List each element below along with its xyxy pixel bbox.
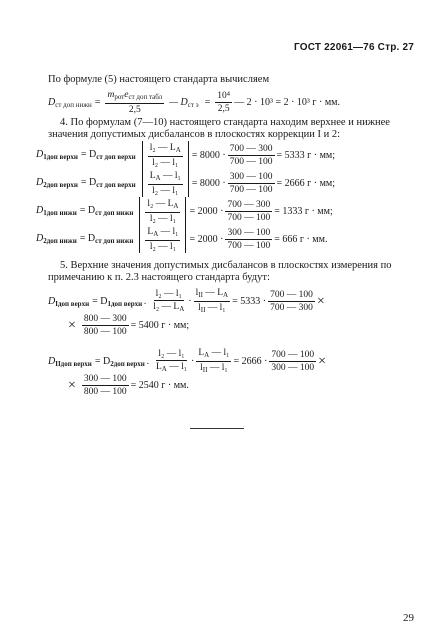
paragraph-4-line-1: 4. По формулам (7—10) настоящего стандарта находим верхнее и нижнее — [60, 117, 390, 128]
page-header: ГОСТ 22061—76 Стр. 27 — [294, 42, 414, 53]
equation-row-2: $D_{2доп верхн}$ = $D_{ст доп верхн}$ $\frac{L_A — l_1}{\text{l₂ — l₁}}$ = 8000 · $\frac{300 — 100}{700 — 100}$ = 2666 г · мм; — [36, 170, 336, 196]
equation-1: $D_{ст доп нижн}$ = $\frac{m_{рот}e_{ст доп табл}}{2,5}$ — $D_{ст э}$ = $\frac{\text{10⁴}}{2,5}$ — 2 · 10³ = 2 · 10³ г · мм. — [48, 90, 340, 115]
eq1-lhs: $D_{ст доп нижн}$ — [48, 96, 92, 109]
equation-row-3: $D_{1доп нижн}$ = $D_{ст доп нижн}$ $\frac{l_2 — L_A}{\text{l₂ — l₁}}$ = 2000 · $\frac{700 — 300}{700 — 100}$ = 1333 г · мм; — [36, 198, 333, 224]
paragraph-5-line-1: 5. Верхние значения допустимых дисбалансов в плоскостях измерения по — [60, 260, 392, 271]
intro-text: По формуле (5) настоящего стандарта вычисляем — [48, 74, 270, 85]
section-divider — [190, 428, 244, 429]
equation-row-1: $D_{1доп верхн}$ = $D_{ст доп верхн}$ $\frac{l_2 — L_A}{\text{l₂ — l₁}}$ = 8000 · $\frac{700 — 300}{700 — 100}$ = 5333 г · мм; — [36, 142, 336, 168]
paragraph-5-line-2: примечанию к п. 2.3 настоящего стандарта будут: — [48, 272, 270, 283]
paragraph-4-line-2: значения допустимых дисбалансов в плоскостях коррекции I и 2: — [48, 129, 341, 140]
page-number: 29 — [403, 612, 414, 624]
equation-4: $D_{IIдоп верхн}$ = $D_{2доп верхн \cdot}$ $\frac{\text{l₂ — l₁}}{L_A — l_1}$ · $\frac{L_A — l_1}{l_{II} — l_1}$ = 2666 · $\frac{700 — 100}{300 — 100}$ × — [48, 348, 327, 374]
eq1-fraction-b: $\frac{\text{10⁴}}{2,5}$ — [217, 91, 231, 114]
equation-4-continued: × $\frac{300 — 100}{800 — 100}$ = 2540 г · мм. — [68, 374, 189, 397]
equation-3-continued: × $\frac{800 — 300}{800 — 100}$ = 5400 г · мм; — [68, 314, 190, 337]
eq1-fraction-a: $\frac{m_{рот}e_{ст доп табл}}{2,5}$ — [107, 90, 163, 115]
equation-row-4: $D_{2доп нижн}$ = $D_{ст доп нижн}$ $\frac{L_A — l_1}{\text{l₂ — l₁}}$ = 2000 · $\frac{300 — 100}{700 — 100}$ = 666 г · мм. — [36, 226, 328, 252]
equation-3: $D_{Iдоп верхн}$ = $D_{1доп верхн \cdot}$ $\frac{\text{l₂ — l₁}}{l_2 — L_A}$ · $\frac{l_{II} — L_A}{l_{II} — l_1}$ = 5333 · $\frac{700 — 100}{700 — 300}$ × — [48, 288, 325, 314]
